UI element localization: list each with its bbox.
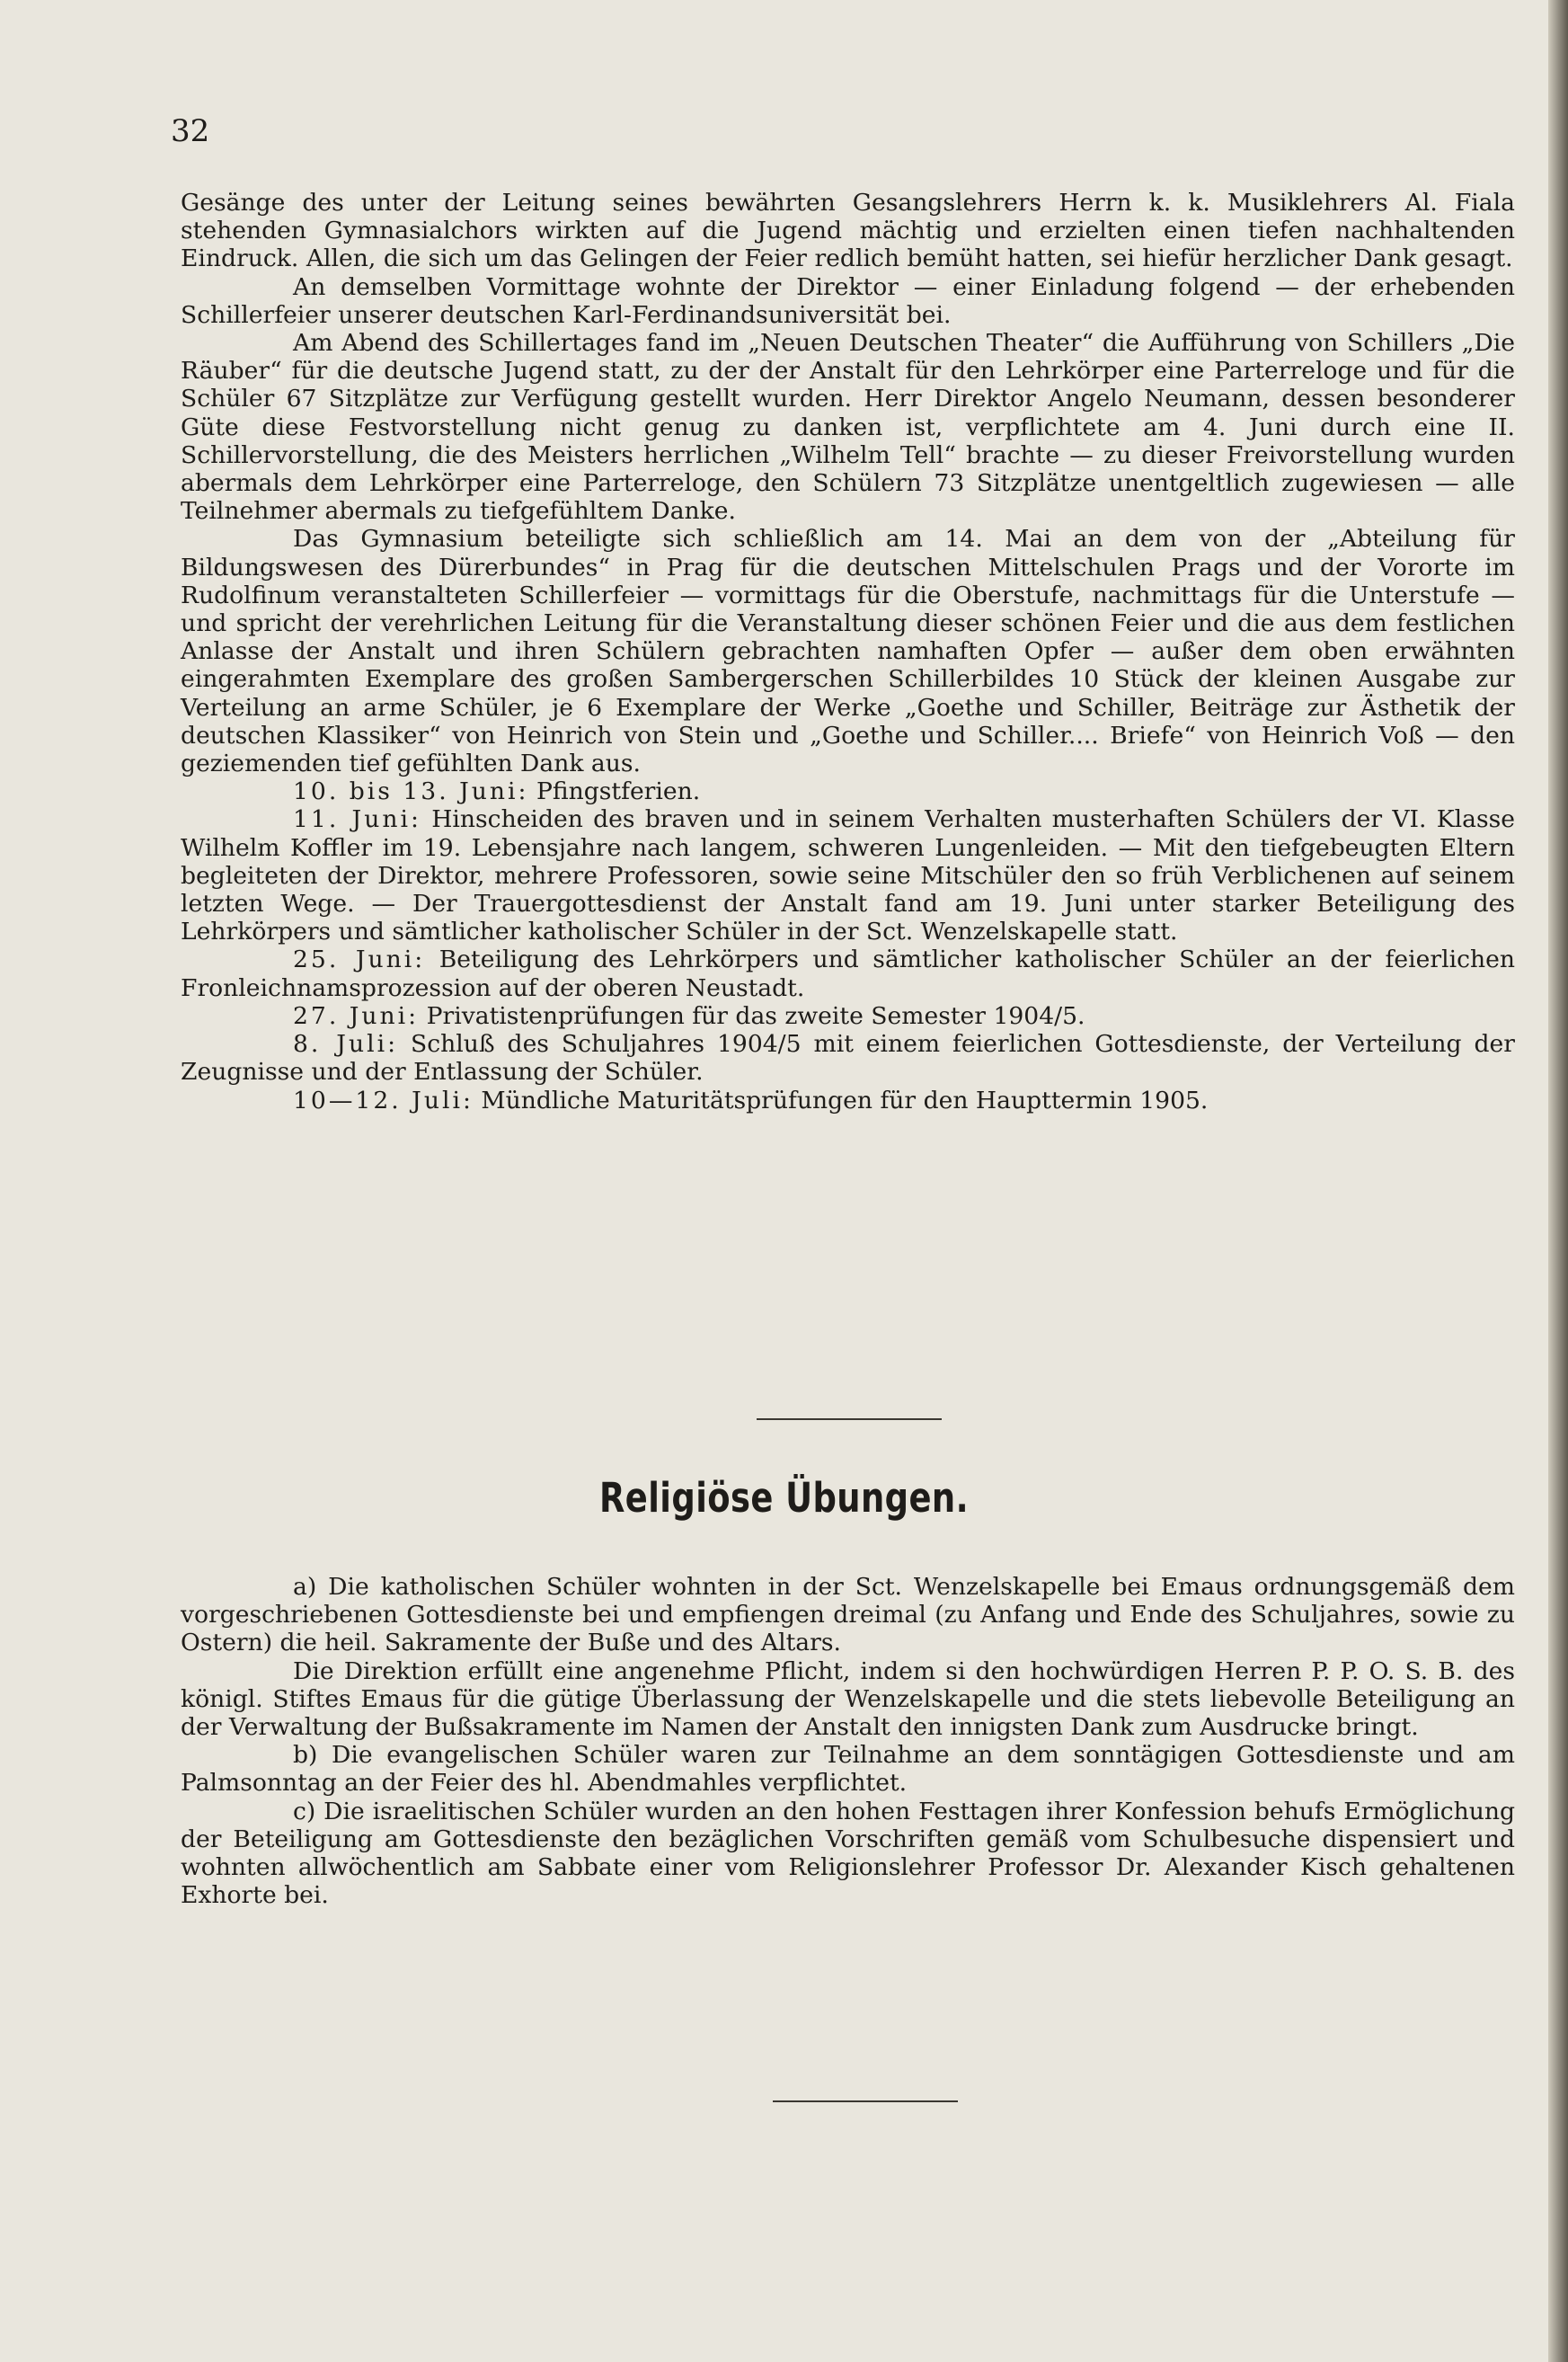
- dated-entry: [181, 777, 1515, 805]
- paragraph: a) Die katholischen Schüler wohnten in der Sct. Wenzelskapelle bei Emaus ordnungsgemäß dem vorgeschriebenen Gottesdienste bei und empfiengen dreimal (zu Anfang und Ende des Schuljahres, sowie zu Ostern) die heil. Sakramente der Buße und des Altars.: [181, 1573, 1515, 1657]
- entry-text: Schluß des Schuljahres 1904/5 mit einem feierlichen Gottesdienste, der Verteilung der Zeugnisse und der Entlassung der Schüler.: [181, 1030, 1515, 1087]
- dated-entry: [181, 1002, 1515, 1030]
- entry-text: Hinscheiden des braven und in seinem Verhalten musterhaften Schülers der VI. Klasse Wilhelm Koffler im 19. Lebensjahre nach langem, schweren Lungenleiden. — Mit den tiefgebeugten Eltern begleiteten der Direktor, mehrere Professoren, sowie seine Mitschüler den so früh Verblichenen auf seinem letzten Wege. — Der Trauergottesdienst der Anstalt fand am 19. Juni unter starker Beteiligung des Lehrkörpers und sämtlicher katholischer Schüler in der Sct. Wenzelskapelle statt.: [181, 805, 1515, 946]
- entry-text: Beteiligung des Lehrkörpers und sämtlicher katholischer Schüler an der feierlichen Fronleichnamsprozession auf der oberen Neustadt.: [181, 946, 1515, 1002]
- entry-text: Mündliche Maturitätsprüfungen für den Haupttermin 1905.: [481, 1086, 1209, 1114]
- section-heading: Religiöse Übungen.: [598, 1474, 969, 1522]
- paragraph: b) Die evangelischen Schüler waren zur Teilnahme an dem sonntägigen Gottesdienste und am Palmsonntag an der Feier des hl. Abendmahles verpflichtet.: [181, 1741, 1515, 1798]
- section-divider: [757, 1418, 942, 1420]
- chronicle-text: [181, 189, 1515, 1114]
- paragraph: An demselben Vormittage wohnte der Direktor — einer Einladung folgend — der erhebenden Schillerfeier unserer deutschen Karl-Ferdinandsuniversität bei.: [181, 272, 1515, 329]
- entry-date: 25. Juni:: [293, 946, 426, 974]
- book-binding-edge: [1548, 0, 1568, 2362]
- entry-date: 10. bis 13. Juni:: [293, 777, 529, 806]
- paragraph: Gesänge des unter der Leitung seines bewährten Gesangslehrers Herrn k. k. Musiklehrers Al. Fiala stehenden Gymnasialchors wirkten auf die Jugend mächtig und erzielten einen tiefen nachhaltenden Eindruck. Allen, die sich um das Gelingen der Feier redlich bemüht hatten, sei hiefür herzlicher Dank gesagt.: [181, 189, 1515, 273]
- dated-entry: [181, 1087, 1515, 1114]
- end-divider: [773, 2100, 958, 2102]
- paragraph: Das Gymnasium beteiligte sich schließlich am 14. Mai an dem von der „Abteilung für Bildungswesen des Dürerbundes“ in Prag für die deutschen Mittelschulen Prags und der Vororte im Rudolfinum veranstalteten Schillerfeier — vormittags für die Oberstufe, nachmittags für die Unterstufe — und spricht der verehrlichen Leitung für die Veranstaltung dieser schönen Feier und die aus dem festlichen Anlasse der Anstalt und ihren Schülern gebrachten namhaften Opfer — außer dem oben erwähnten eingerahmten Exemplare des großen Sambergerschen Schillerbildes 10 Stück der kleinen Ausgabe zur Verteilung an arme Schüler, je 6 Exemplare der Werke „Goethe und Schiller, Beiträge zur Ästhetik der deutschen Klassiker“ von Heinrich von Stein und „Goethe und Schiller.... Briefe“ von Heinrich Voß — den geziemenden tief gefühlten Dank aus.: [181, 525, 1515, 778]
- page-number: 32: [171, 113, 210, 149]
- dated-entry: [181, 805, 1515, 946]
- paragraph: Die Direktion erfüllt eine angenehme Pflicht, indem si den hochwürdigen Herren P. P. O. S. B. des königl. Stiftes Emaus für die gütige Überlassung der Wenzelskapelle und die stets liebevolle Beteiligung an der Verwaltung der Bußsakramente im Namen der Anstalt den innigsten Dank zum Ausdrucke bringt.: [181, 1656, 1515, 1742]
- entry-date: 27. Juni:: [293, 1001, 420, 1030]
- entry-date: 10—12. Juli:: [293, 1086, 474, 1114]
- dated-entry: [181, 946, 1515, 1001]
- entry-date: 11. Juni:: [293, 805, 421, 834]
- paragraph: Am Abend des Schillertages fand im „Neuen Deutschen Theater“ die Aufführung von Schillers „Die Räuber“ für die deutsche Jugend statt, zu der der Anstalt für den Lehrkörper eine Parterreloge und für die Schüler 67 Sitzplätze zur Verfügung gestellt wurden. Herr Direktor Angelo Neumann, dessen besonderer Güte diese Festvorstellung nicht genug zu danken ist, verpflichtete am 4. Juni durch eine II. Schillervorstellung, die des Meisters herrlichen „Wilhelm Tell“ brachte — zu dieser Freivorstellung wurden abermals dem Lehrkörper eine Parterreloge, den Schülern 73 Sitzplätze unentgeltlich zugewiesen — alle Teilnehmer abermals zu tiefgefühltem Danke.: [181, 329, 1515, 526]
- entry-text: Pfingstferien.: [536, 777, 701, 806]
- paragraph: c) Die israelitischen Schüler wurden an den hohen Festtagen ihrer Konfession behufs Ermöglichung der Beteiligung am Gottesdienste den bezäglichen Vorschriften gemäß vom Schulbesuche dispensiert und wohnten allwöchentlich am Sabbate einer vom Religionslehrer Professor Dr. Alexander Kisch gehaltenen Exhorte bei.: [181, 1797, 1515, 1910]
- entry-date: 8. Juli:: [293, 1030, 399, 1059]
- religion-section-text: [181, 1573, 1515, 1909]
- dated-entry: [181, 1030, 1515, 1086]
- entry-text: Privatistenprüfungen für das zweite Semester 1904/5.: [426, 1001, 1085, 1030]
